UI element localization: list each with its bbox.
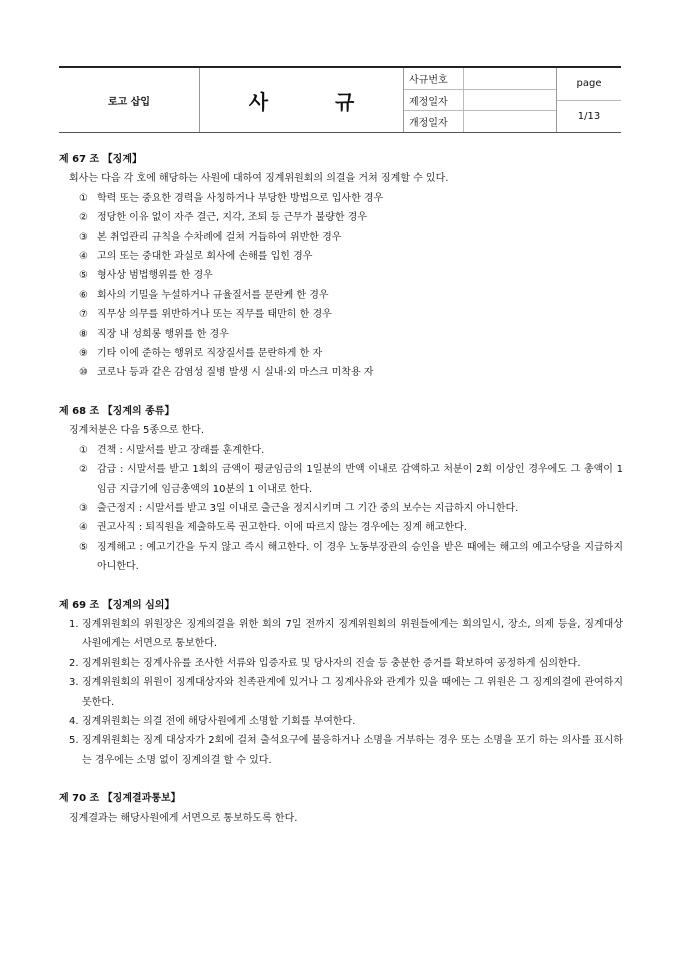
item-text: 기타 이에 준하는 행위로 직장질서를 문란하게 한 자 bbox=[97, 348, 323, 360]
item-marker: ② bbox=[79, 464, 88, 476]
list-item bbox=[59, 208, 623, 227]
list-item bbox=[59, 305, 623, 324]
item-text: 직무상 의무를 위반하거나 또는 직무를 태만히 한 경우 bbox=[97, 309, 332, 321]
article-title: 제 67 조 【징계】 bbox=[59, 154, 143, 165]
list-item bbox=[59, 712, 623, 731]
list-item bbox=[59, 499, 623, 518]
item-marker: ③ bbox=[79, 231, 88, 243]
list-item bbox=[59, 615, 623, 654]
list-item bbox=[59, 189, 623, 208]
document-title: 사 규 bbox=[200, 68, 404, 132]
article-title: 제 70 조 【징계결과통보】 bbox=[59, 793, 181, 805]
document-meta-fields bbox=[404, 68, 557, 132]
item-marker: ⑥ bbox=[79, 289, 88, 301]
page-indicator bbox=[557, 68, 621, 132]
item-marker: ① bbox=[79, 444, 88, 456]
item-text: 정당한 이유 없이 자주 결근, 지각, 조퇴 등 근무가 불량한 경우 bbox=[97, 212, 367, 224]
item-text: 고의 또는 중대한 과실로 회사에 손해를 입힌 경우 bbox=[97, 251, 313, 263]
item-marker: 5. bbox=[69, 735, 79, 747]
meta-row-enacted-date bbox=[404, 90, 556, 112]
list-item bbox=[59, 460, 623, 499]
list-item bbox=[59, 325, 623, 344]
item-text: 회사의 기밀을 누설하거나 규율질서를 문란케 한 경우 bbox=[97, 289, 329, 301]
item-marker: ⑦ bbox=[79, 309, 88, 321]
item-text: 징계위원회의 위원장은 징계의결을 위한 회의 7일 전까지 징계위원회의 위원들에게는 회의일시, 장소, 의제 등을, 징계대상 사원에게는 서면으로 통보한다. bbox=[82, 618, 623, 650]
item-marker: ⑧ bbox=[79, 328, 88, 340]
item-text: 징계위원회는 의결 전에 해당사원에게 소명할 기회를 부여한다. bbox=[82, 715, 356, 727]
item-text: 본 취업관리 규칙을 수차례에 걸쳐 거듭하여 위반한 경우 bbox=[97, 231, 342, 243]
list-item bbox=[59, 266, 623, 285]
article-title: 제 68 조 【징계의 종류】 bbox=[59, 405, 175, 417]
item-marker: 2. bbox=[69, 657, 79, 669]
item-text: 형사상 범법행위를 한 경우 bbox=[97, 270, 213, 282]
item-marker: ⑤ bbox=[79, 270, 88, 282]
meta-label: 개정일자 bbox=[404, 111, 464, 132]
list-item bbox=[59, 228, 623, 247]
item-text: 학력 또는 중요한 경력을 사칭하거나 부당한 방법으로 입사한 경우 bbox=[97, 192, 384, 204]
item-marker: 4. bbox=[69, 715, 79, 727]
item-marker: ⑨ bbox=[79, 348, 88, 360]
article-title: 제 69 조 【징계의 심의】 bbox=[59, 599, 175, 611]
meta-value bbox=[464, 111, 556, 132]
item-marker: ④ bbox=[79, 522, 88, 534]
item-marker: 3. bbox=[69, 677, 79, 689]
list-item bbox=[59, 731, 623, 770]
article-intro: 징계결과는 해당사원에게 서면으로 통보하도록 한다. bbox=[69, 812, 298, 824]
item-marker: ① bbox=[79, 192, 88, 204]
list-item bbox=[59, 673, 623, 712]
meta-label: 사규번호 bbox=[404, 68, 464, 89]
article-intro: 회사는 다음 각 호에 해당하는 사원에 대하여 징계위원회의 의결을 거쳐 징계할 수 있다. bbox=[69, 173, 449, 185]
document-body bbox=[59, 150, 623, 828]
logo-placeholder: 로고 삽입 bbox=[59, 68, 200, 132]
meta-row-rule-number bbox=[404, 68, 556, 90]
article-intro: 징계처분은 다음 5종으로 한다. bbox=[69, 425, 204, 437]
list-item bbox=[59, 538, 623, 577]
item-text: 견책 : 시말서를 받고 장래를 훈계한다. bbox=[97, 444, 265, 456]
list-item bbox=[59, 344, 623, 363]
item-text: 직장 내 성희롱 행위를 한 경우 bbox=[97, 328, 229, 340]
list-item bbox=[59, 518, 623, 537]
meta-row-revised-date bbox=[404, 111, 556, 132]
item-marker: 1. bbox=[69, 618, 79, 630]
page-label: page bbox=[557, 68, 621, 101]
meta-value bbox=[464, 68, 556, 89]
item-text: 감급 : 시말서를 받고 1회의 금액이 평균임금의 1일분의 반액 이내로 감액하고 처분이 2회 이상인 경우에도 그 총액이 1임금 지급기에 임금총액의 10분의 1 이내로 한다. bbox=[97, 464, 623, 495]
item-text: 권고사직 : 퇴직원을 제출하도록 권고한다. 이에 따르지 않는 경우에는 징계 해고한다. bbox=[97, 522, 467, 534]
page-number: 1/13 bbox=[577, 110, 601, 122]
item-text: 징계위원회는 징계사유를 조사한 서류와 입증자료 및 당사자의 진술 등 충분한 증거를 확보하여 공정하게 심의한다. bbox=[82, 657, 581, 669]
meta-label: 제정일자 bbox=[404, 90, 464, 111]
item-text: 출근정지 : 시말서를 받고 3일 이내로 출근을 정지시키며 그 기간 중의 보수는 지급하지 아니한다. bbox=[97, 502, 519, 514]
item-marker: ⑩ bbox=[79, 367, 88, 379]
document-header bbox=[59, 66, 621, 133]
list-item bbox=[59, 247, 623, 266]
list-item bbox=[59, 654, 623, 673]
item-text: 징계해고 : 예고기간을 두지 않고 즉시 해고한다. 이 경우 노동부장관의 승인을 받은 때에는 해고의 예고수당을 지급하지 아니한다. bbox=[97, 541, 623, 573]
meta-value bbox=[464, 90, 556, 111]
item-marker: ② bbox=[79, 212, 88, 224]
item-marker: ④ bbox=[79, 251, 88, 263]
item-marker: ⑤ bbox=[79, 541, 88, 553]
list-item bbox=[59, 441, 623, 460]
item-text: 징계위원회의 위원이 징계대상자와 친족관계에 있거나 그 징계사유와 관계가 있을 때에는 그 위원은 그 징계의결에 관여하지 못한다. bbox=[82, 677, 623, 708]
list-item bbox=[59, 363, 623, 382]
list-item bbox=[59, 286, 623, 305]
item-text: 징계위원회는 징계 대상자가 2회에 걸쳐 출석요구에 불응하거나 소명을 거부하는 경우 또는 소명을 포기 하는 의사를 표시하는 경우에는 소명 없이 징계의결 할 수 있다. bbox=[82, 735, 623, 766]
item-marker: ③ bbox=[79, 502, 88, 514]
item-text: 코로나 등과 같은 감염성 질병 발생 시 실내·외 마스크 미착용 자 bbox=[97, 367, 374, 379]
